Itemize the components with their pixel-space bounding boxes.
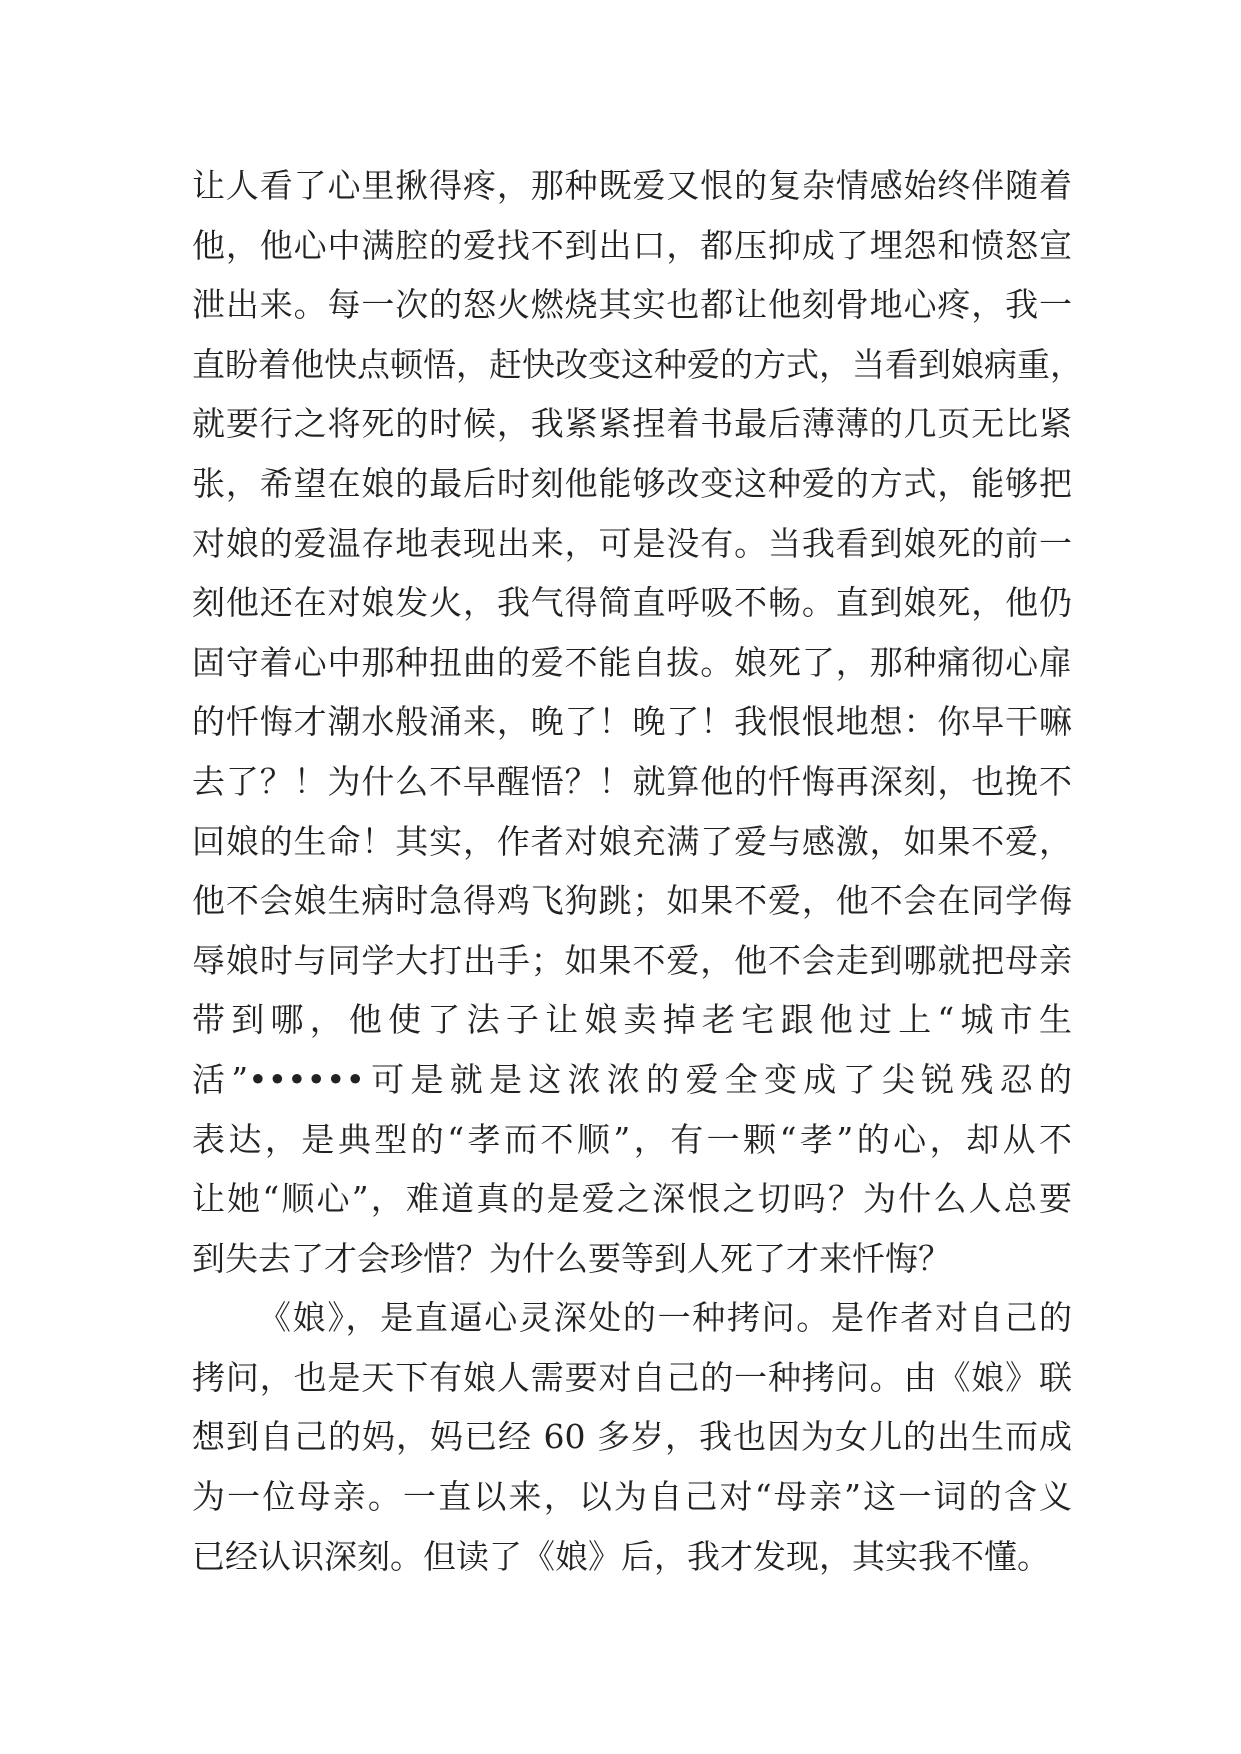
text-line: 到失去了才会珍惜？为什么要等到人死了才来忏悔？ [192, 1238, 951, 1278]
text-line: 张，希望在娘的最后时刻他能够改变这种爱的方式，能够把 [192, 463, 1072, 503]
text-line: 泄出来。每一次的怒火燃烧其实也都让他刻骨地心疼，我一 [192, 285, 1072, 325]
text-line: 他，他心中满腔的爱找不到出口，都压抑成了埋怨和愤怒宣 [192, 225, 1072, 265]
paragraph-first-line: 《娘》，是直逼心灵深处的一种拷问。是作者对自己的 [258, 1298, 1072, 1338]
text-line: 让人看了心里揪得疼，那种既爱又恨的复杂情感始终伴随着 [192, 166, 1072, 205]
text-line: 让她“顺心”，难道真的是爱之深恨之切吗？为什么人总要 [192, 1179, 1072, 1219]
text-line: 为一位母亲。一直以来，以为自己对“母亲”这一词的含义 [192, 1477, 1072, 1517]
text-line: 刻他还在对娘发火，我气得简直呼吸不畅。直到娘死，他仍 [192, 583, 1072, 623]
text-line: 带到哪，他使了法子让娘卖掉老宅跟他过上“城市生 [192, 1000, 1072, 1040]
text-line: 固守着心中那种扭曲的爱不能自拔。娘死了，那种痛彻心扉 [192, 642, 1072, 682]
text-line: 对娘的爱温存地表现出来，可是没有。当我看到娘死的前一 [192, 523, 1072, 563]
text-line: 表达，是典型的“孝而不顺”，有一颗“孝”的心，却从不 [192, 1119, 1072, 1159]
text-line: 想到自己的妈，妈已经 60 多岁，我也因为女儿的出生而成 [192, 1417, 1072, 1457]
text-line: 回娘的生命！其实，作者对娘充满了爱与感激，如果不爱， [192, 821, 1072, 861]
text-line: 他不会娘生病时急得鸡飞狗跳；如果不爱，他不会在同学侮 [192, 881, 1072, 921]
text-line: 去了？！为什么不早醒悟？！就算他的忏悔再深刻，也挽不 [192, 761, 1072, 801]
text-line: 活”••••••可是就是这浓浓的爱全变成了尖锐残忍的 [192, 1059, 1072, 1099]
text-line: 已经认识深刻。但读了《娘》后，我才发现，其实我不懂。 [192, 1536, 1050, 1576]
text-line: 直盼着他快点顿悟，赶快改变这种爱的方式，当看到娘病重， [192, 344, 1083, 384]
text-line: 就要行之将死的时候，我紧紧捏着书最后薄薄的几页无比紧 [192, 404, 1072, 444]
text-line: 的忏悔才潮水般涌来，晚了！晚了！我恨恨地想：你早干嘛 [192, 702, 1072, 742]
text-line: 辱娘时与同学大打出手；如果不爱，他不会走到哪就把母亲 [192, 940, 1072, 980]
text-line: 拷问，也是天下有娘人需要对自己的一种拷问。由《娘》联 [192, 1357, 1072, 1397]
body-text [192, 156, 1083, 1586]
